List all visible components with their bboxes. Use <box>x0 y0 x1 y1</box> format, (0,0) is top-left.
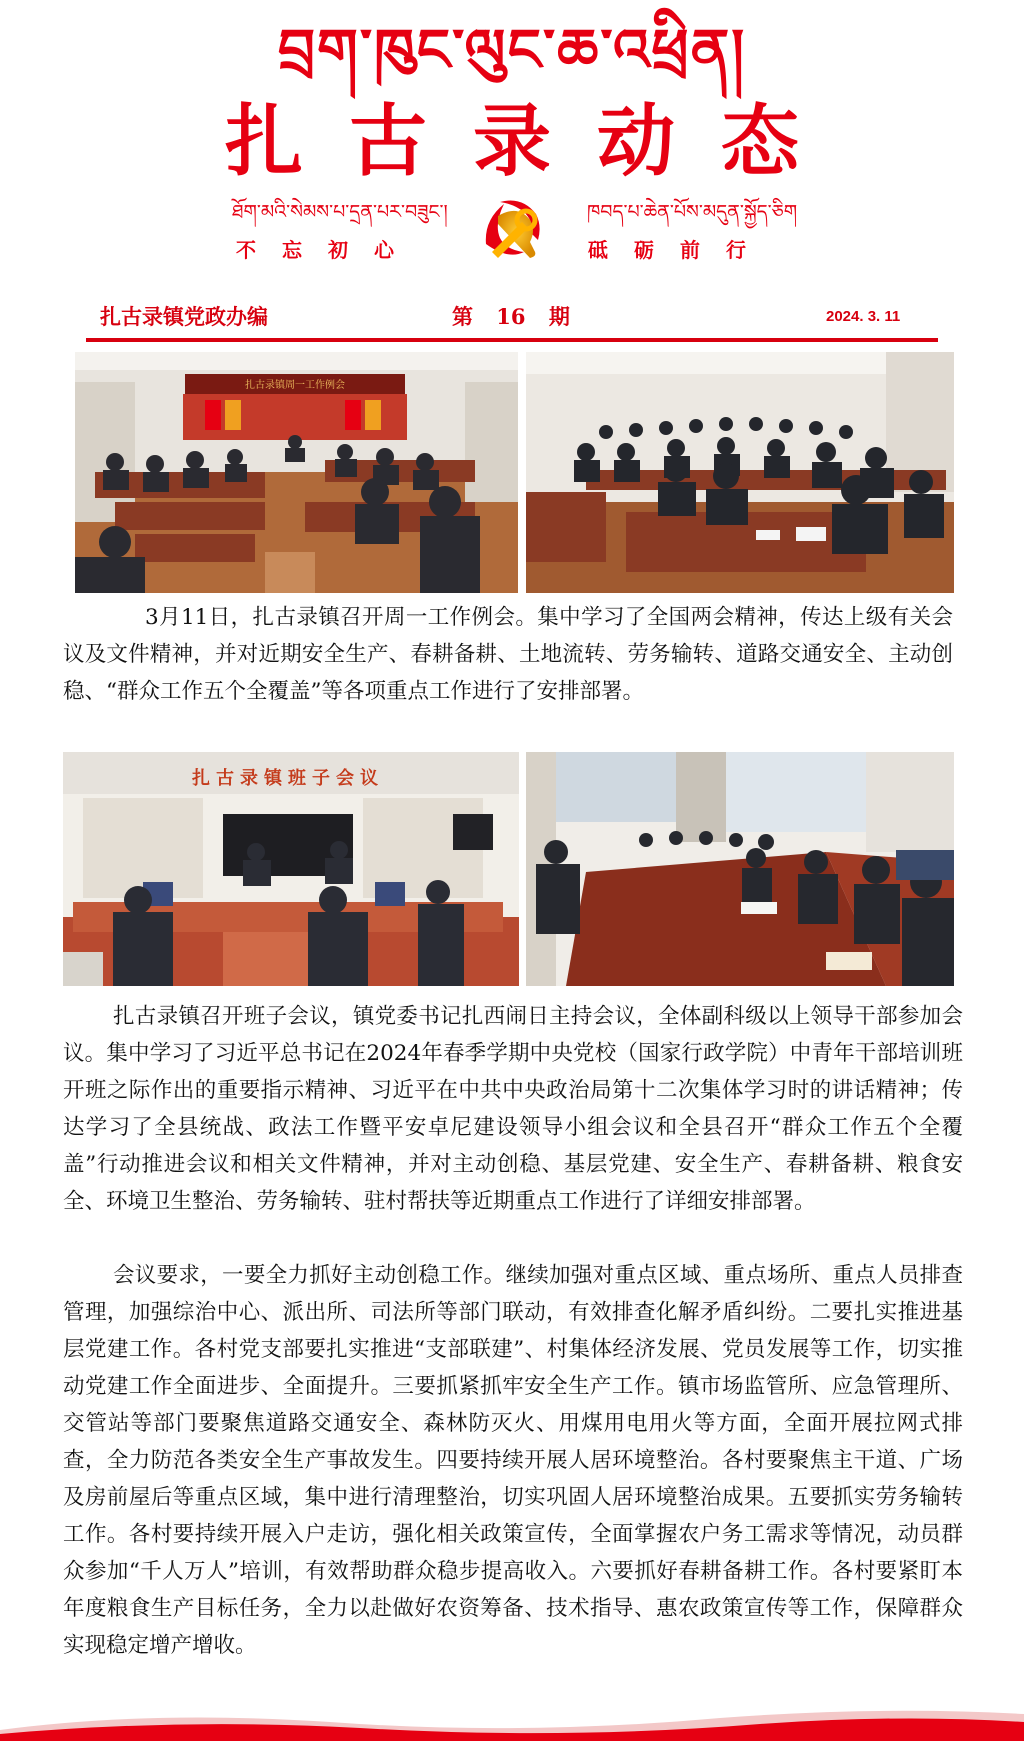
leadership-meeting-paragraph: 扎古录镇召开班子会议，镇党委书记扎西闹日主持会议，全体副科级以上领导干部参加会议。集中学习了习近平总书记在2024年春季学期中央党校（国家行政学院）中青年干部培训班开班之际作出的重要指示精神、习近平在中共中央政治局第十二次集体学习时的讲话精神；传达学习了全县统战、政法工作暨平安卓尼建设领导小组会议和全县召开“群众工作五个全覆盖”行动推进会议和相关文件精神，并对主动创稳、基层党建、安全生产、春耕备耕、粮食安全、环境卫生整治、劳务输转、驻村帮扶等近期重点工作进行了详细安排部署。 <box>63 1004 963 1214</box>
weekly-meeting-photo <box>75 352 518 593</box>
weekly-meeting-banner: 扎古录镇周一工作例会 <box>245 380 345 391</box>
footer-red-wave <box>0 1700 1024 1741</box>
party-emblem-icon <box>478 194 548 264</box>
editor-label: 扎古录镇党政办编 <box>100 304 268 329</box>
slogan-left: 不忘初心 <box>236 238 420 262</box>
leadership-meeting-photo <box>63 752 519 986</box>
issue-number: 第 16 期 <box>452 304 570 329</box>
leadership-meeting-table-photo <box>526 752 954 986</box>
weekly-meeting-paragraph: 3月11日，扎古录镇召开周一工作例会。集中学习了全国两会精神，传达上级有关会议及文件精神，并对近期安全生产、春耕备耕、土地流转、劳务输转、道路交通安全、主动创稳、“群众工作五个全覆盖”等各项重点工作进行了安排部署。 <box>63 605 953 704</box>
leadership-meeting-banner: 扎古录镇班子会议 <box>192 768 384 789</box>
masthead-title: 扎古录动态 <box>224 97 845 187</box>
slogan-left-tibetan: ཐོག་མའི་སེམས་པ་དྲན་པར་བཟུང་། <box>232 201 448 223</box>
slogan-right-tibetan: ཁབད་པ་ཆེན་པོས་མདུན་སྐྱོད་ཅིག <box>587 201 798 223</box>
issue-date: 2024. 3. 11 <box>826 308 901 325</box>
slogan-right: 砥砺前行 <box>588 238 772 262</box>
tibetan-masthead-title: བྲག་ཁུང་ལུང་ཆ་འཕྲིན། <box>277 16 747 84</box>
meeting-requirements-paragraph: 会议要求，一要全力抓好主动创稳工作。继续加强对重点区域、重点场所、重点人员排查管理，加强综治中心、派出所、司法所等部门联动，有效排查化解矛盾纠纷。二要扎实推进基层党建工作。各村党支部要扎实推进“支部联建”、村集体经济发展、党员发展等工作，切实推动党建工作全面进步、全面提升。三要抓紧抓牢安全生产工作。镇市场监管所、应急管理所、交管站等部门要聚焦道路交通安全、森林防灭火、用煤用电用火等方面，全面开展拉网式排查，全力防范各类安全生产事故发生。四要持续开展人居环境整治。各村要聚焦主干道、广场及房前屋后等重点区域，集中进行清理整治，切实巩固人居环境整治成果。五要抓实劳务输转工作。各村要持续开展入户走访，强化相关政策宣传，全面掌握农户务工需求等情况，动员群众参加“千人万人”培训，有效帮助群众稳步提高收入。六要抓好春耕备耕工作。各村要紧盯本年度粮食生产目标任务，全力以赴做好农资筹备、技术指导、惠农政策宣传等工作，保障群众实现稳定增产增收。 <box>63 1263 963 1658</box>
header-divider <box>86 338 938 342</box>
weekly-meeting-attendees-photo <box>526 352 954 593</box>
